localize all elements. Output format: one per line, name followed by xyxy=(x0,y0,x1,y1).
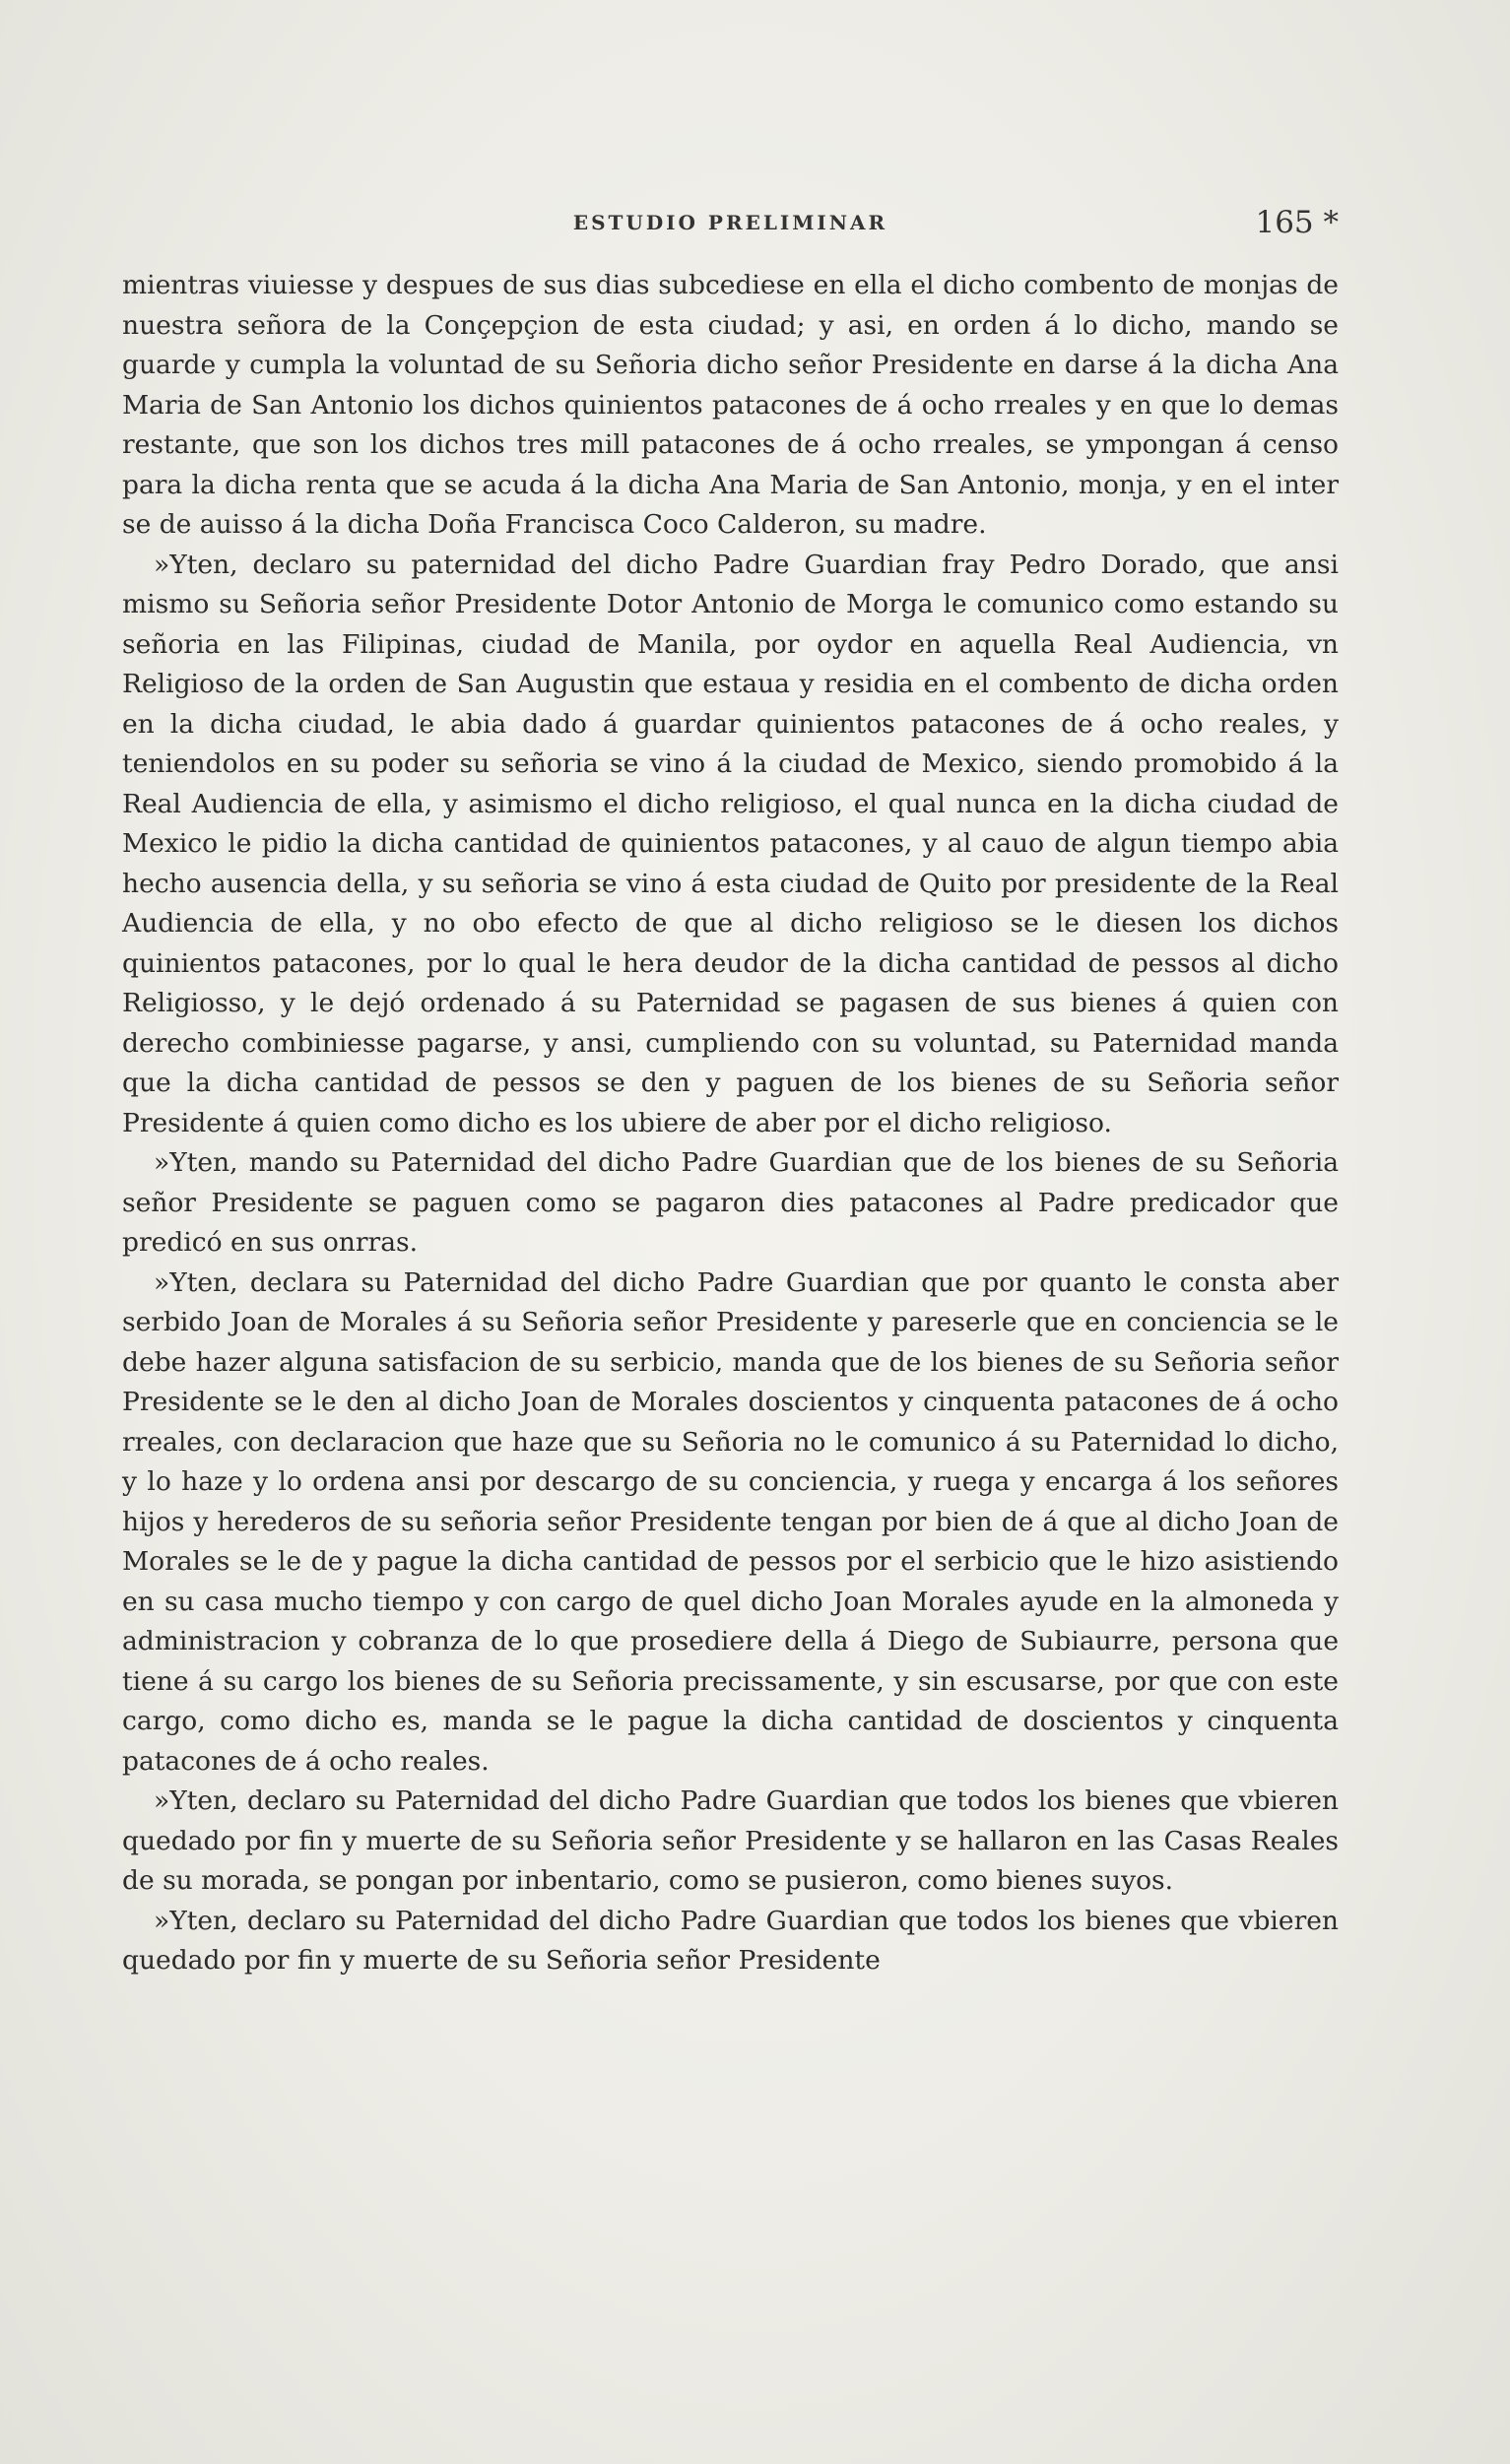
page-header xyxy=(122,205,1339,244)
running-head: ESTUDIO PRELIMINAR xyxy=(572,211,888,234)
paragraph-continuation: mientras viuiesse y despues de sus dias subcediese en ella el dicho combento de monjas de nuestra señora de la Conçepçion de esta ciudad; y asi, en orden á lo dicho, mando se guarde y cumpla la voluntad de su Señoria dicho señor Presidente en darse á la dicha Ana Maria de San Antonio los dichos quinientos patacones de á ocho rreales y en que lo demas restante, que son los dichos tres mill patacones de á ocho rreales, se ympongan á censo para la dicha renta que se acuda á la dicha Ana Maria de San Antonio, monja, y en el inter se de auisso á la dicha Doña Francisca Coco Calderon, su madre. xyxy=(122,270,1339,540)
page-number: 165 * xyxy=(1255,205,1339,240)
paragraph-yten-inbentario: »Yten, declaro su Paternidad del dicho Padre Guardian que todos los bienes que vbieren quedado por fin y muerte de su Señoria señor Presidente y se hallaron en las Casas Reales de su morada, se pongan por inbentario, como se pusieron, como bienes suyos. xyxy=(122,1785,1339,1896)
body-text xyxy=(122,266,1339,1981)
paragraph-yten-bienes: »Yten, declaro su Paternidad del dicho Padre Guardian que todos los bienes que vbieren quedado por fin y muerte de su Señoria señor Presidente xyxy=(122,1905,1339,1976)
paragraph-yten-predicador: »Yten, mando su Paternidad del dicho Padre Guardian que de los bienes de su Señoria señor Presidente se paguen como se pagaron dies patacones al Padre predicador que predicó en sus onrras. xyxy=(122,1147,1339,1258)
paragraph-yten-morales: »Yten, declara su Paternidad del dicho Padre Guardian que por quanto le consta aber serbido Joan de Morales á su Señoria señor Presidente y pareserle que en conciencia se le debe hazer alguna satisfacion de su serbicio, manda que de los bienes de su Señoria señor Presidente se le den al dicho Joan de Morales doscientos y cinquenta patacones de á ocho rreales, con declaracion que haze que su Señoria no le comunico á su Paternidad lo dicho, y lo haze y lo ordena ansi por descargo de su conciencia, y ruega y encarga á los señores hijos y herederos de su señoria señor Presidente tengan por bien de á que al dicho Joan de Morales se le de y pague la dicha cantidad de pessos por el serbicio que le hizo asistiendo en su casa mucho tiempo y con cargo de quel dicho Joan Morales ayude en la almoneda y administracion y cobranza de lo que prosediere della á Diego de Subiaurre, persona que tiene á su cargo los bienes de su Señoria precissamente, y sin escusarse, por que con este cargo, como dicho es, manda se le pague la dicha cantidad de doscientos y cinquenta patacones de á ocho reales. xyxy=(122,1266,1339,1777)
paragraph-yten-dorado: »Yten, declaro su paternidad del dicho Padre Guardian fray Pedro Dorado, que ansi mismo su Señoria señor Presidente Dotor Antonio de Morga le comunico como estando su señoria en las Filipinas, ciudad de Manila, por oydor en aquella Real Audiencia, vn Religioso de la orden de San Augustin que estaua y residia en el combento de dicha orden en la dicha ciudad, le abia dado á guardar quinientos patacones de á ocho reales, y teniendolos en su poder su señoria se vino á la ciudad de Mexico, siendo promobido á la Real Audiencia de ella, y asimismo el dicho religioso, el qual nunca en la dicha ciudad de Mexico le pidio la dicha cantidad de quinientos patacones, y al cauo de algun tiempo abia hecho ausencia della, y su señoria se vino á esta ciudad de Quito por presidente de la Real Audiencia de ella, y no obo efecto de que al dicho religioso se le diesen los dichos quinientos patacones, por lo qual le hera deudor de la dicha cantidad de pessos al dicho Religiosso, y le dejó ordenado á su Paternidad se pagasen de sus bienes á quien con derecho combiniesse pagarse, y ansi, cumpliendo con su voluntad, su Paternidad manda que la dicha cantidad de pessos se den y paguen de los bienes de su Señoria señor Presidente á quien como dicho es los ubiere de aber por el dicho religioso. xyxy=(122,549,1339,1138)
